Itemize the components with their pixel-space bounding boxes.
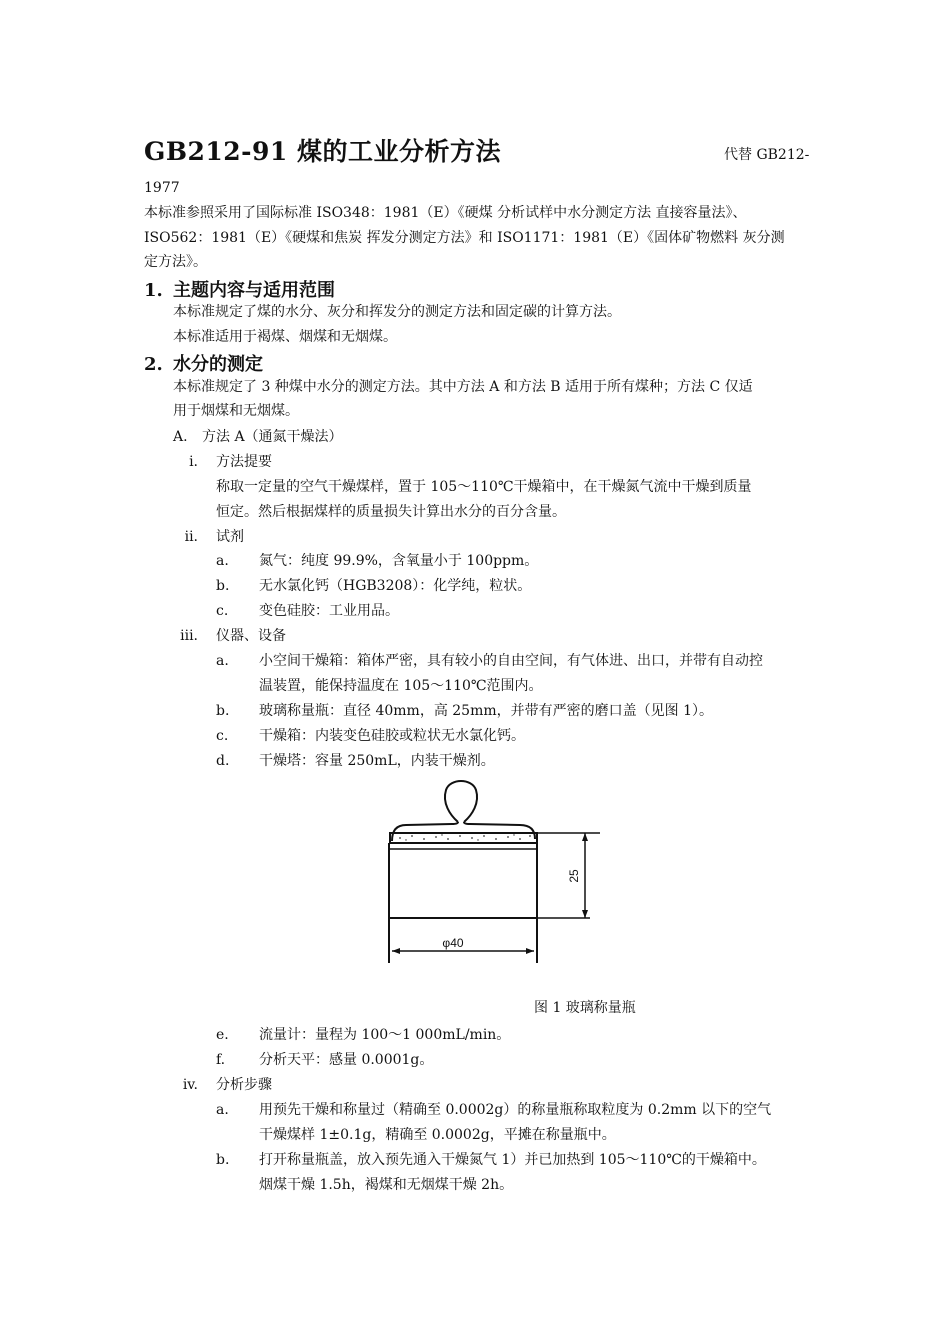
list-item-text: 流量计：量程为 100～1 000mL/min。 [259, 1027, 511, 1043]
subsection-i-text: 恒定。然后根据煤样的质量损失计算出水分的百分含量。 [216, 504, 566, 520]
list-item-text: 变色硅胶：工业用品。 [259, 603, 399, 619]
list-item-label: a. [216, 553, 229, 569]
list-item-text: 温装置，能保持温度在 105～110℃范围内。 [259, 678, 543, 694]
list-item-text: 用预先干燥和称量过（精确至 0.0002g）的称量瓶称取粒度为 0.2mm 以下的空气 [259, 1102, 772, 1118]
subsection-iii-label: iii. [180, 628, 198, 644]
list-item-text: 烟煤干燥 1.5h，褐煤和无烟煤干燥 2h。 [259, 1177, 514, 1193]
section-1-heading [144, 276, 335, 302]
list-item-label: b. [216, 578, 230, 594]
list-item-text: 打开称量瓶盖，放入预先通入干燥氮气 1）并已加热到 105～110℃的干燥箱中。 [259, 1152, 766, 1168]
intro-line-2: ISO562：1981（E）《硬煤和焦炭 挥发分测定方法》和 ISO1171：1981（E）《固体矿物燃料 灰分测 [144, 230, 785, 246]
diameter-dimension-label: φ40 [442, 936, 464, 950]
list-item-label: b. [216, 1152, 230, 1168]
intro-line-1: 本标准参照采用了国际标准 ISO348：1981（E）《硬煤 分析试样中水分测定方法 直接容量法》、 [144, 205, 747, 221]
list-item-label: c. [216, 603, 229, 619]
subsection-i-text: 称取一定量的空气干燥煤样，置于 105～110℃干燥箱中，在干燥氮气流中干燥到质量 [216, 479, 752, 495]
list-item-label: c. [216, 728, 229, 744]
lid-band [390, 833, 537, 843]
dim-arrow-left [392, 948, 400, 954]
document-title: GB212-91 煤的工业分析方法 [144, 137, 502, 166]
list-item-text: 氮气：纯度 99.9%，含氧量小于 100ppm。 [259, 553, 539, 569]
height-dimension-label: 25 [567, 869, 581, 883]
list-item-label: f. [216, 1052, 226, 1068]
lid-knob [445, 781, 477, 822]
subsection-ii-title: 试剂 [216, 529, 244, 545]
intro-line-3: 定方法》。 [144, 254, 207, 270]
section-2-paragraph: 本标准规定了 3 种煤中水分的测定方法。其中方法 A 和方法 B 适用于所有煤种；方法 C 仅适 [173, 379, 753, 395]
list-item-text: 干燥箱：内装变色硅胶或粒状无水氯化钙。 [259, 728, 525, 744]
list-item-label: a. [216, 1102, 229, 1118]
dim-arrow-up [582, 833, 588, 841]
section-1-paragraph: 本标准适用于褐煤、烟煤和无烟煤。 [173, 329, 397, 345]
list-item-text: 小空间干燥箱：箱体严密，具有较小的自由空间，有气体进、出口，并带有自动控 [259, 653, 763, 669]
replaces-standard: 代替 GB212- [724, 147, 810, 163]
list-item-text: 分析天平：感量 0.0001g。 [259, 1052, 434, 1068]
subsection-i-title: 方法提要 [216, 454, 272, 470]
dim-arrow-right [526, 948, 534, 954]
section-2-heading [144, 350, 263, 376]
section-2-paragraph: 用于烟煤和无烟煤。 [173, 403, 299, 419]
lid-top [392, 822, 535, 841]
section-2-title: 水分的测定 [173, 354, 263, 375]
section-2-number: 2. [144, 354, 163, 375]
dim-arrow-down [582, 910, 588, 918]
section-1-paragraph: 本标准规定了煤的水分、灰分和挥发分的测定方法和固定碳的计算方法。 [173, 304, 621, 320]
list-item-text: 干燥煤样 1±0.1g，精确至 0.0002g，平摊在称量瓶中。 [259, 1127, 616, 1143]
section-1-number: 1. [144, 280, 163, 301]
weighing-bottle-figure [380, 775, 605, 970]
subsection-iii-title: 仪器、设备 [216, 628, 286, 644]
method-a-title: 方法 A（通氮干燥法） [202, 429, 343, 445]
subsection-iv-label: iv. [182, 1077, 198, 1093]
list-item-label: a. [216, 653, 229, 669]
subsection-i-label: i. [189, 454, 198, 470]
subsection-ii-label: ii. [184, 529, 198, 545]
ground-seal-texture [399, 834, 531, 840]
replaces-year: 1977 [144, 180, 180, 196]
figure-caption: 图 1 玻璃称量瓶 [534, 1000, 636, 1016]
subsection-iv-title: 分析步骤 [216, 1077, 272, 1093]
section-1-title: 主题内容与适用范围 [173, 280, 335, 301]
list-item-text: 无水氯化钙（HGB3208）：化学纯，粒状。 [259, 578, 532, 594]
list-item-label: e. [216, 1027, 229, 1043]
list-item-label: b. [216, 703, 230, 719]
list-item-text: 玻璃称量瓶：直径 40mm，高 25mm，并带有严密的磨口盖（见图 1）。 [259, 703, 713, 719]
list-item-text: 干燥塔：容量 250mL，内装干燥剂。 [259, 753, 495, 769]
method-a-label: A. [173, 429, 188, 445]
list-item-label: d. [216, 753, 230, 769]
